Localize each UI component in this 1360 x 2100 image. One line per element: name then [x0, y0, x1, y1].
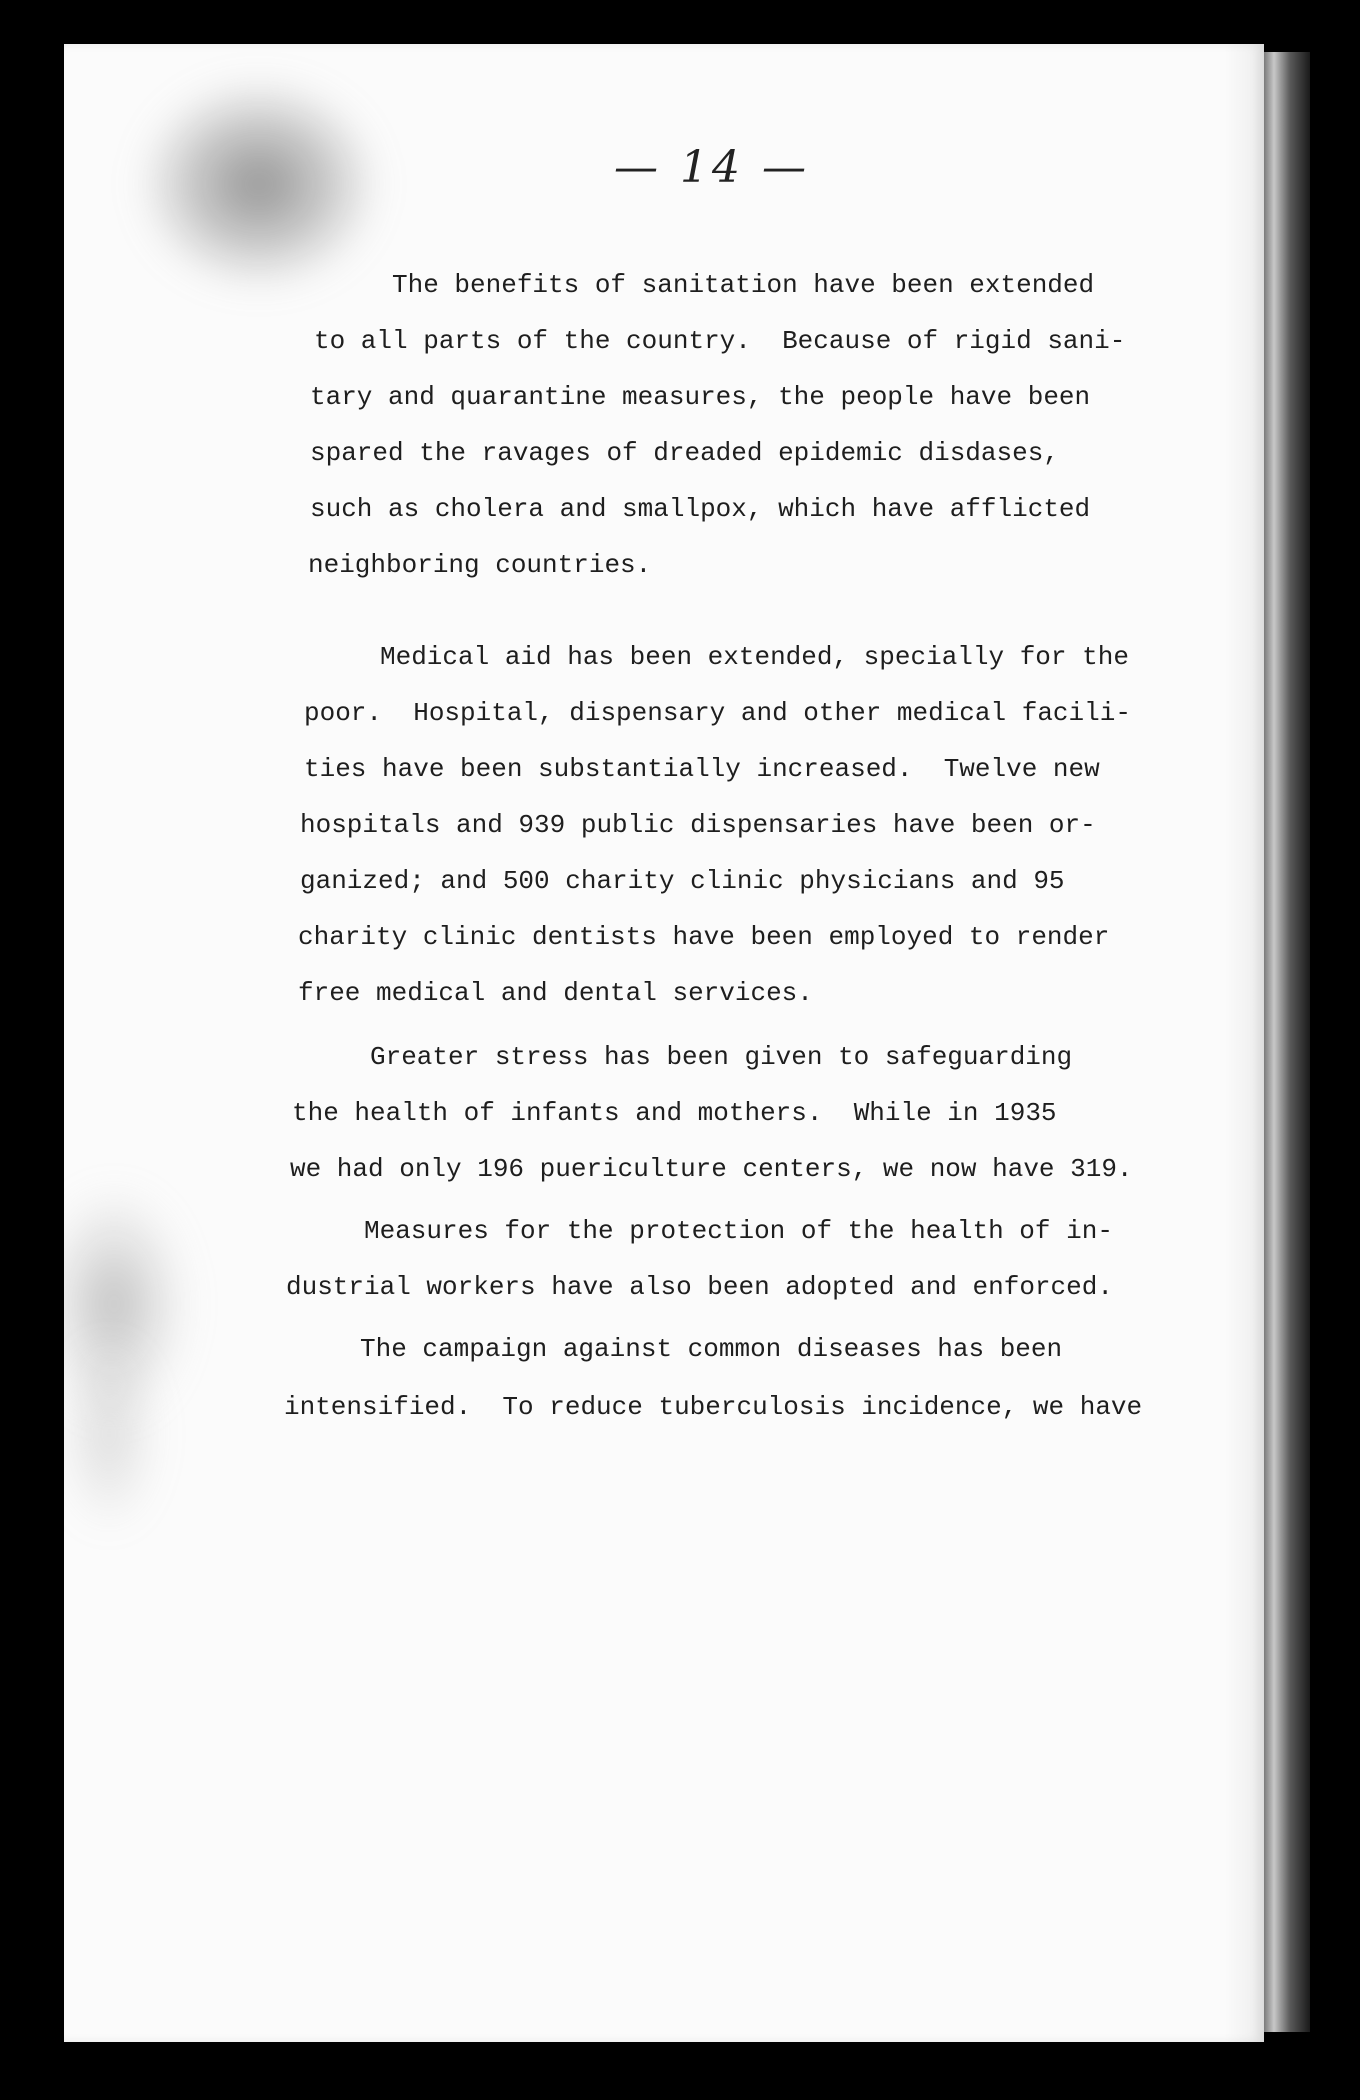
text-line: spared the ravages of dreaded epidemic disdases, — [310, 438, 1059, 468]
text-line: Greater stress has been given to safeguarding — [370, 1042, 1073, 1072]
text-line: free medical and dental services. — [298, 978, 813, 1008]
text-line: tary and quarantine measures, the people have been — [310, 382, 1091, 412]
text-line: ganized; and 500 charity clinic physicians and 95 — [300, 866, 1065, 896]
page-edge-shadow — [1224, 44, 1264, 2042]
text-line: ties have been substantially increased. Twelve new — [304, 754, 1100, 784]
text-line: Measures for the protection of the health of in- — [364, 1216, 1113, 1246]
text-line: the health of infants and mothers. While in 1935 — [292, 1098, 1057, 1128]
ink-smudge — [144, 84, 374, 284]
ink-smudge — [64, 1344, 154, 1524]
text-line: charity clinic dentists have been employed to render — [298, 922, 1110, 952]
text-line: The campaign against common diseases has been — [360, 1334, 1063, 1364]
page-number: — 14 — — [614, 142, 810, 193]
typewritten-page — [64, 44, 1264, 2042]
text-line: Medical aid has been extended, specially for the — [380, 642, 1129, 672]
text-line: dustrial workers have also been adopted and enforced. — [286, 1272, 1113, 1302]
text-line: neighboring countries. — [308, 550, 652, 580]
text-line: such as cholera and smallpox, which have afflicted — [310, 494, 1091, 524]
text-line: to all parts of the country. Because of rigid sani- — [314, 326, 1126, 356]
text-line: The benefits of sanitation have been extended — [392, 270, 1095, 300]
text-line: we had only 196 puericulture centers, we now have 319. — [290, 1154, 1133, 1184]
text-line: intensified. To reduce tuberculosis incidence, we have — [284, 1392, 1143, 1422]
text-line: poor. Hospital, dispensary and other medical facili- — [304, 698, 1131, 728]
text-line: hospitals and 939 public dispensaries have been or- — [300, 810, 1096, 840]
